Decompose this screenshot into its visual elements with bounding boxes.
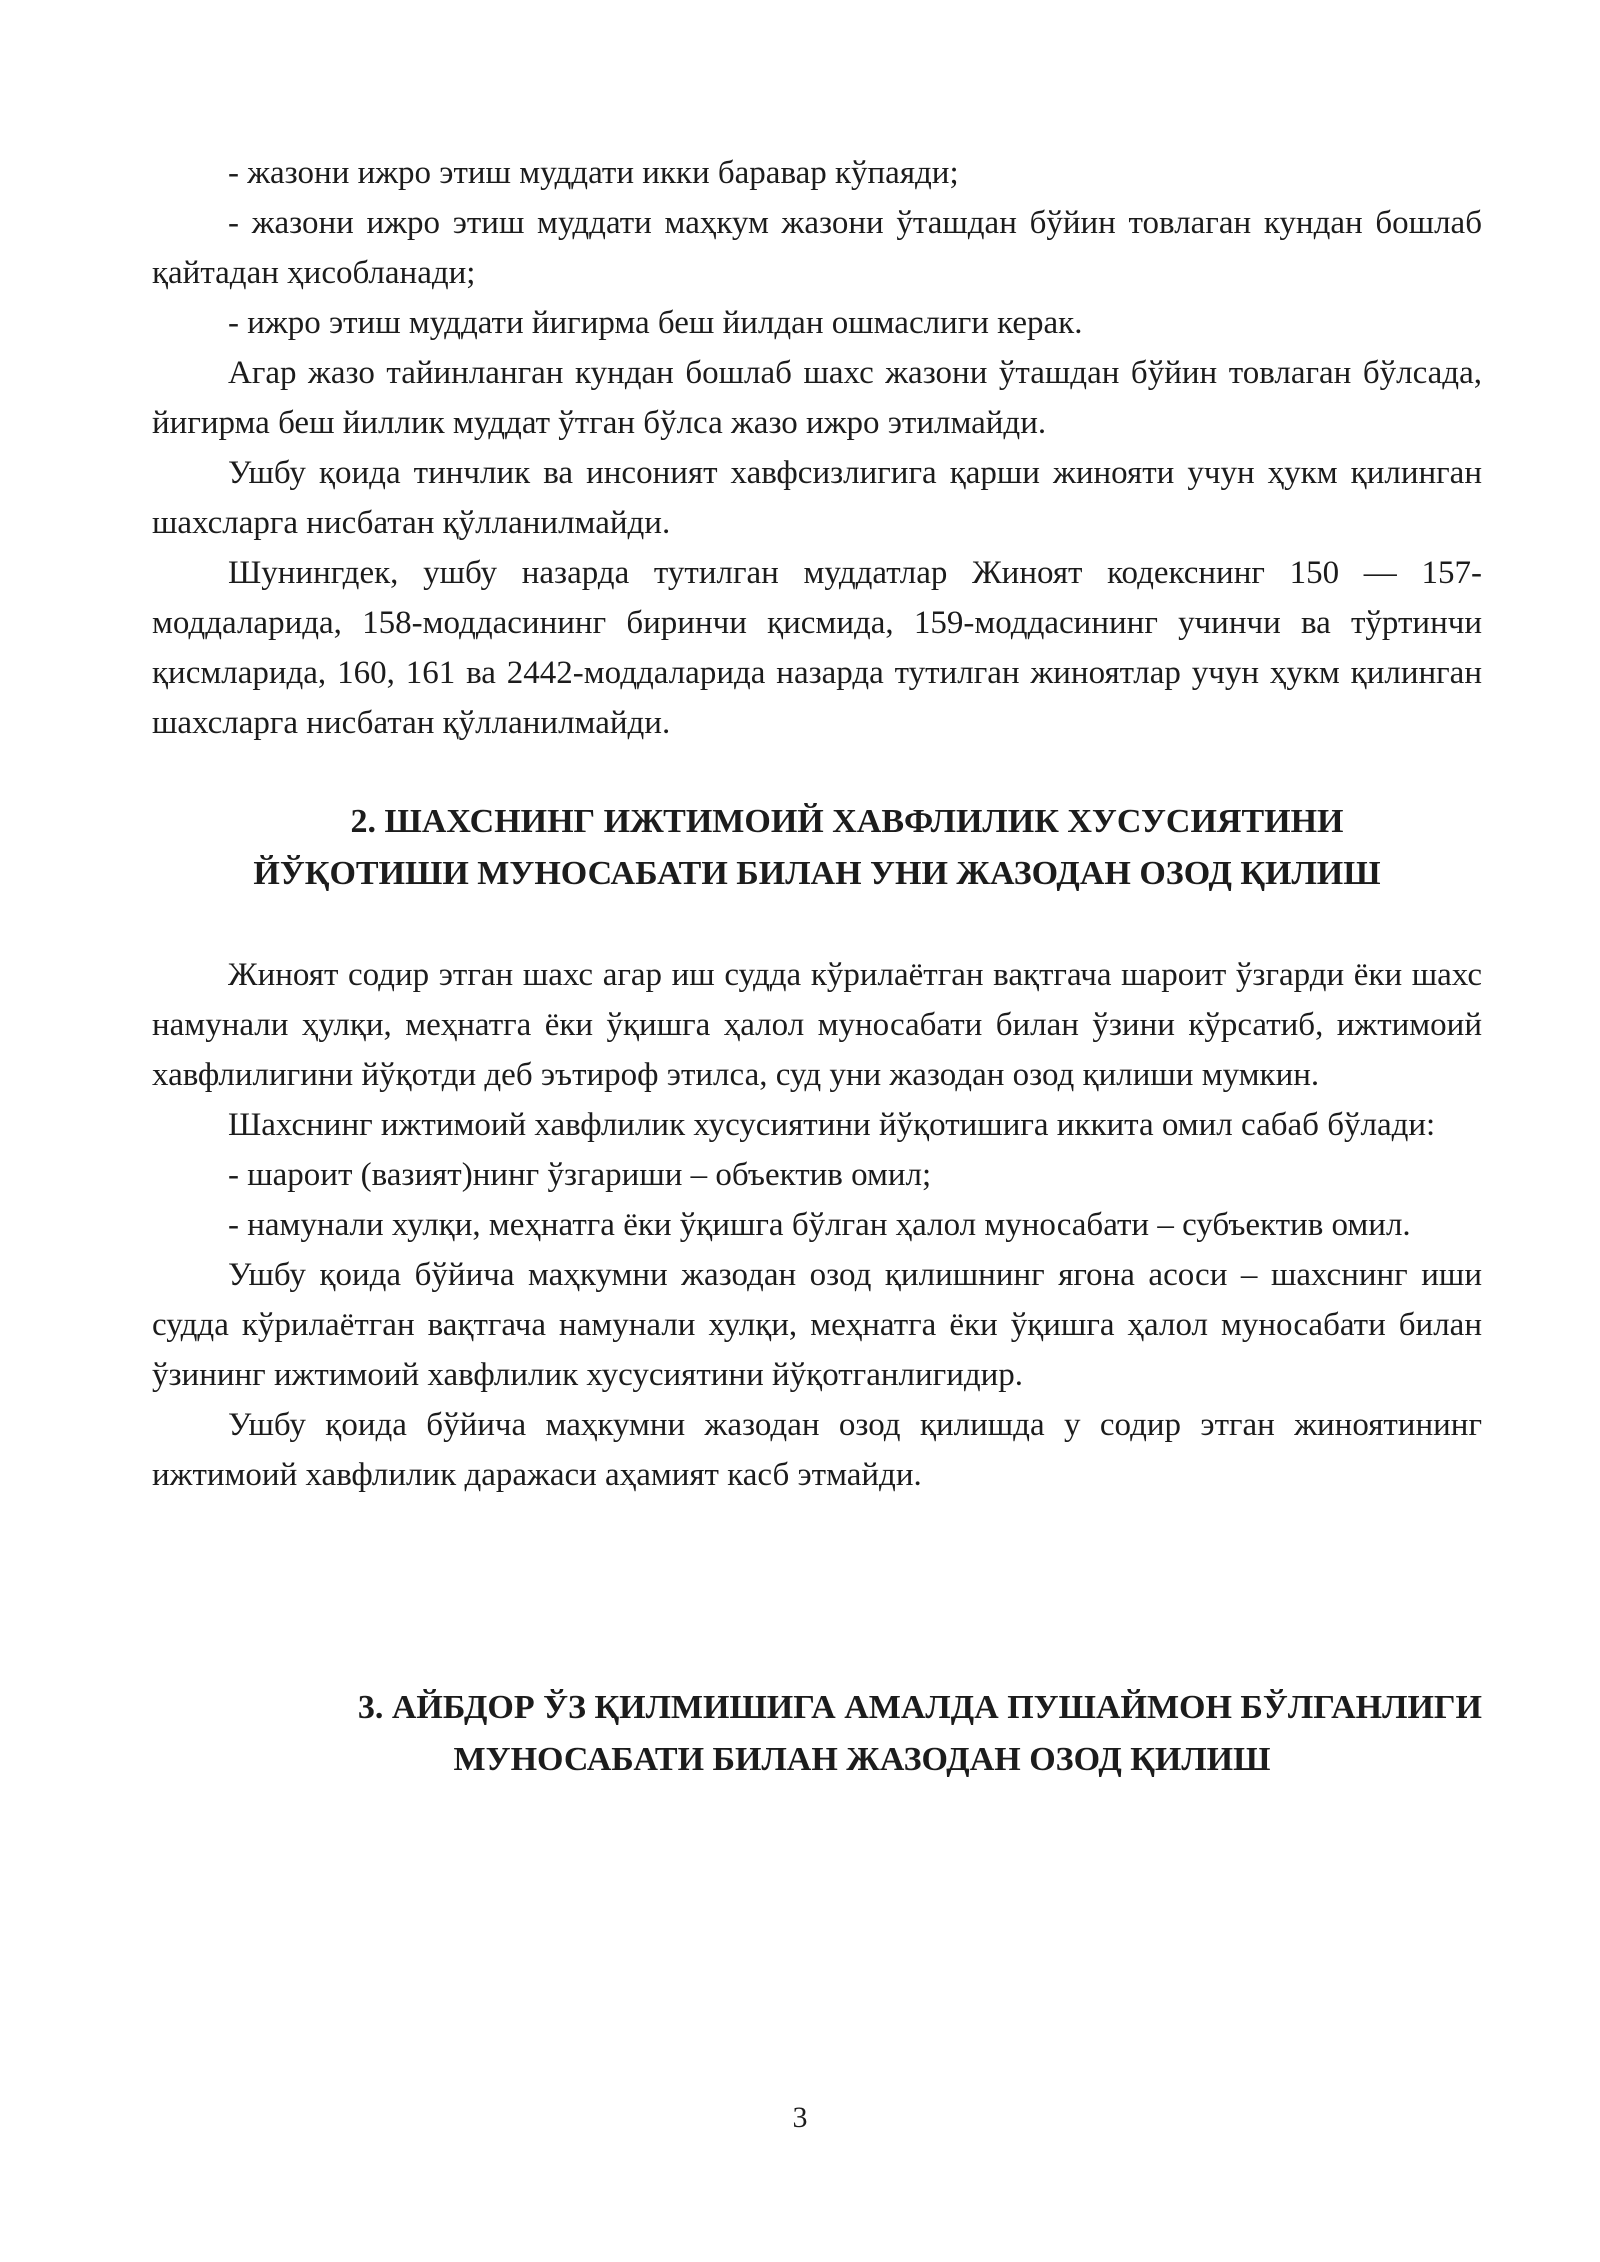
page-number: 3 bbox=[792, 2101, 808, 2134]
paragraph: Жиноят содир этган шахс агар иш судда кўрилаётган вақтгача шароит ўзгарди ёки шахс намунали ҳулқи, меҳнатга ёки ўқишга ҳалол муносабати билан ўзини кўрсатиб, ижтимоий хавфлилигини йўқотди деб эътироф этилса, суд уни жазодан озод қилиши мумкин. bbox=[152, 957, 1482, 1093]
paragraph: Шахснинг ижтимоий хавфлилик хусусиятини йўқотишига иккита омил сабаб бўлади: bbox=[228, 1107, 1436, 1143]
paragraph: Агар жазо тайинланган кундан бошлаб шахс жазони ўташдан бўйин товлаган бўлсада, йигирма беш йиллик муддат ўтган бўлса жазо ижро этилмайди. bbox=[152, 355, 1482, 441]
paragraph: Ушбу қоида бўйича маҳкумни жазодан озод қилишда у содир этган жиноятининг ижтимоий хавфлилик даражаси аҳамият касб этмайди. bbox=[152, 1407, 1482, 1493]
section-3-heading-line-1: 3. АЙБДОР ЎЗ ҚИЛМИШИГА АМАЛДА ПУШАЙМОН БЎЛГАНЛИГИ bbox=[357, 1689, 1482, 1726]
section-3-heading-line-2: МУНОСАБАТИ БИЛАН ЖАЗОДАН ОЗОД ҚИЛИШ bbox=[453, 1741, 1271, 1778]
section-2-heading bbox=[152, 796, 1482, 900]
paragraph: Шунингдек, ушбу назарда тутилган муддатлар Жиноят кодекснинг 150 — 157-моддаларида, 158-моддасининг биринчи қисмида, 159-моддасининг учинчи ва тўртинчи қисмларида, 160, 161 ва 2442-моддаларида назарда тутилган жиноятлар учун ҳукм қилинган шахсларга нисбатан қўлланилмайди. bbox=[152, 555, 1482, 741]
section-2-heading-line-1: 2. ШАХСНИНГ ИЖТИМОИЙ ХАВФЛИЛИК ХУСУСИЯТИНИ bbox=[350, 803, 1344, 840]
paragraph: - ижро этиш муддати йигирма беш йилдан ошмаслиги керак. bbox=[228, 305, 1083, 341]
paragraph: - жазони ижро этиш муддати икки баравар кўпаяди; bbox=[228, 155, 959, 191]
paragraph: Ушбу қоида тинчлик ва инсоният хавфсизлигига қарши жинояти учун ҳукм қилинган шахсларга нисбатан қўлланилмайди. bbox=[152, 455, 1482, 541]
paragraph: - намунали хулқи, меҳнатга ёки ўқишга бўлган ҳалол муносабати – субъектив омил. bbox=[228, 1207, 1411, 1243]
paragraph: - жазони ижро этиш муддати маҳкум жазони ўташдан бўйин товлаган кундан бошлаб қайтадан ҳисобланади; bbox=[152, 205, 1482, 291]
section-2-heading-line-2: ЙЎҚОТИШИ МУНОСАБАТИ БИЛАН УНИ ЖАЗОДАН ОЗОД ҚИЛИШ bbox=[253, 855, 1381, 892]
section-spacer bbox=[152, 1500, 1482, 1682]
section-3-heading bbox=[152, 1682, 1482, 1786]
paragraph: - шароит (вазият)нинг ўзгариши – объектив омил; bbox=[228, 1157, 932, 1193]
document-page bbox=[152, 148, 1482, 1786]
paragraph: Ушбу қоида бўйича маҳкумни жазодан озод қилишнинг ягона асоси – шахснинг иши судда кўрилаётган вақтгача намунали хулқи, меҳнатга ёки ўқишга ҳалол муносабати билан ўзининг ижтимоий хавфлилик хусусиятини йўқотганлигидир. bbox=[152, 1257, 1482, 1393]
